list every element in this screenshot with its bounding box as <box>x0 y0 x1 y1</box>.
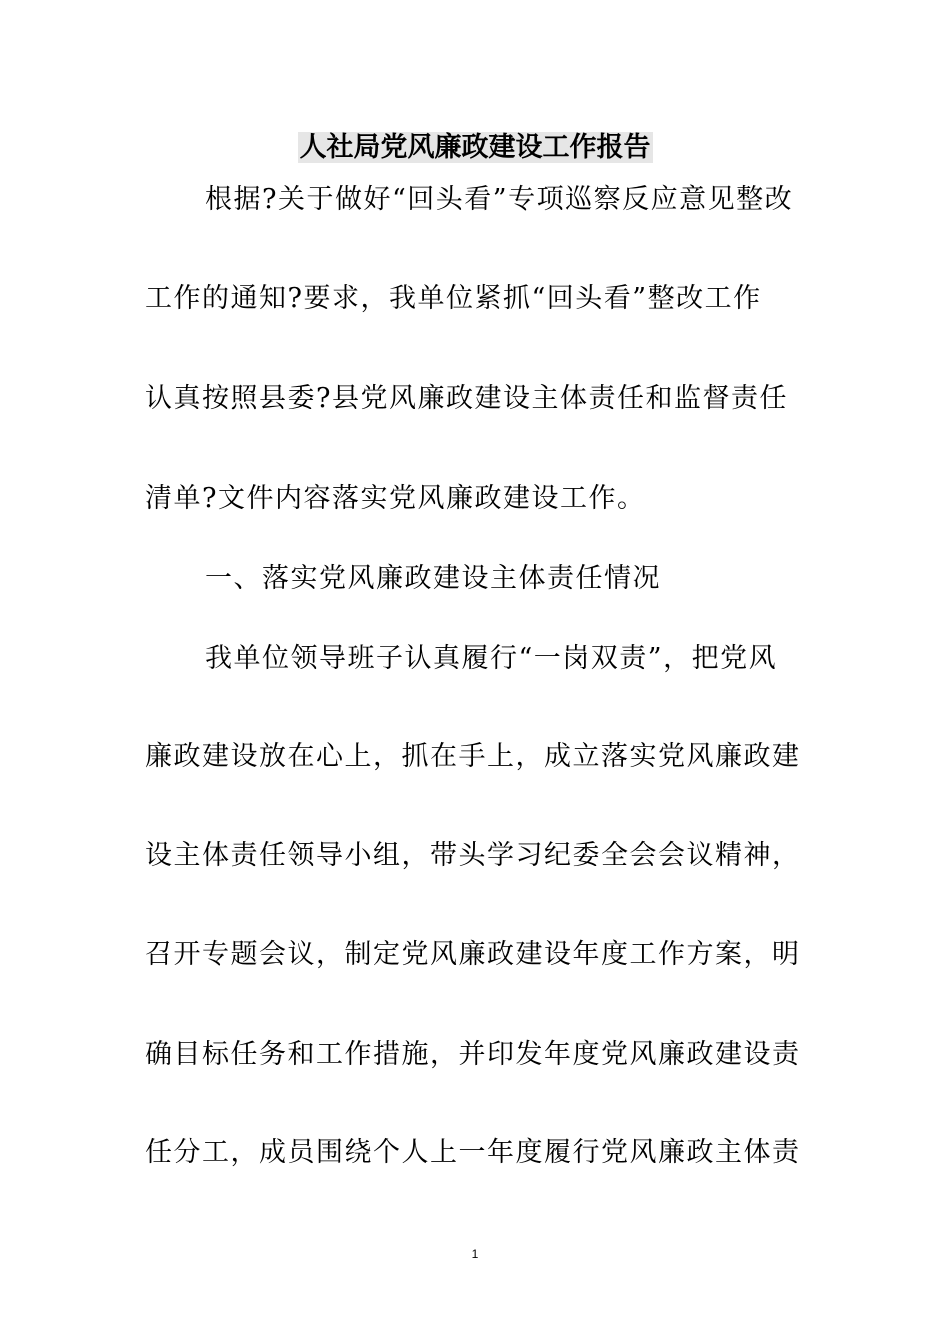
paragraph-line-9: 确目标任务和工作措施，并印发年度党风廉政建设责 <box>145 1039 801 1070</box>
section-heading-1: 一、落实党风廉政建设主体责任情况 <box>205 563 661 594</box>
paragraph-line-5: 我单位领导班子认真履行“一岗双责”，把党风 <box>205 643 778 674</box>
paragraph-line-10: 任分工，成员围绕个人上一年度履行党风廉政主体责 <box>145 1137 801 1168</box>
paragraph-line-4: 清单?文件内容落实党风廉政建设工作。 <box>145 483 646 514</box>
paragraph-line-2: 工作的通知?要求，我单位紧抓“回头看”整改工作 <box>145 283 762 314</box>
paragraph-line-1: 根据?关于做好“回头看”专项巡察反应意见整改 <box>205 184 794 215</box>
document-title-text: 人社局党风廉政建设工作报告 <box>299 132 651 163</box>
paragraph-line-6: 廉政建设放在心上，抓在手上，成立落实党风廉政建 <box>145 741 801 772</box>
paragraph-line-8: 召开专题会议，制定党风廉政建设年度工作方案，明 <box>145 939 801 970</box>
paragraph-line-3: 认真按照县委?县党风廉政建设主体责任和监督责任 <box>145 383 788 414</box>
document-title <box>0 130 950 166</box>
paragraph-line-7: 设主体责任领导小组，带头学习纪委全会会议精神， <box>145 840 801 871</box>
page-number: 1 <box>471 1247 479 1261</box>
